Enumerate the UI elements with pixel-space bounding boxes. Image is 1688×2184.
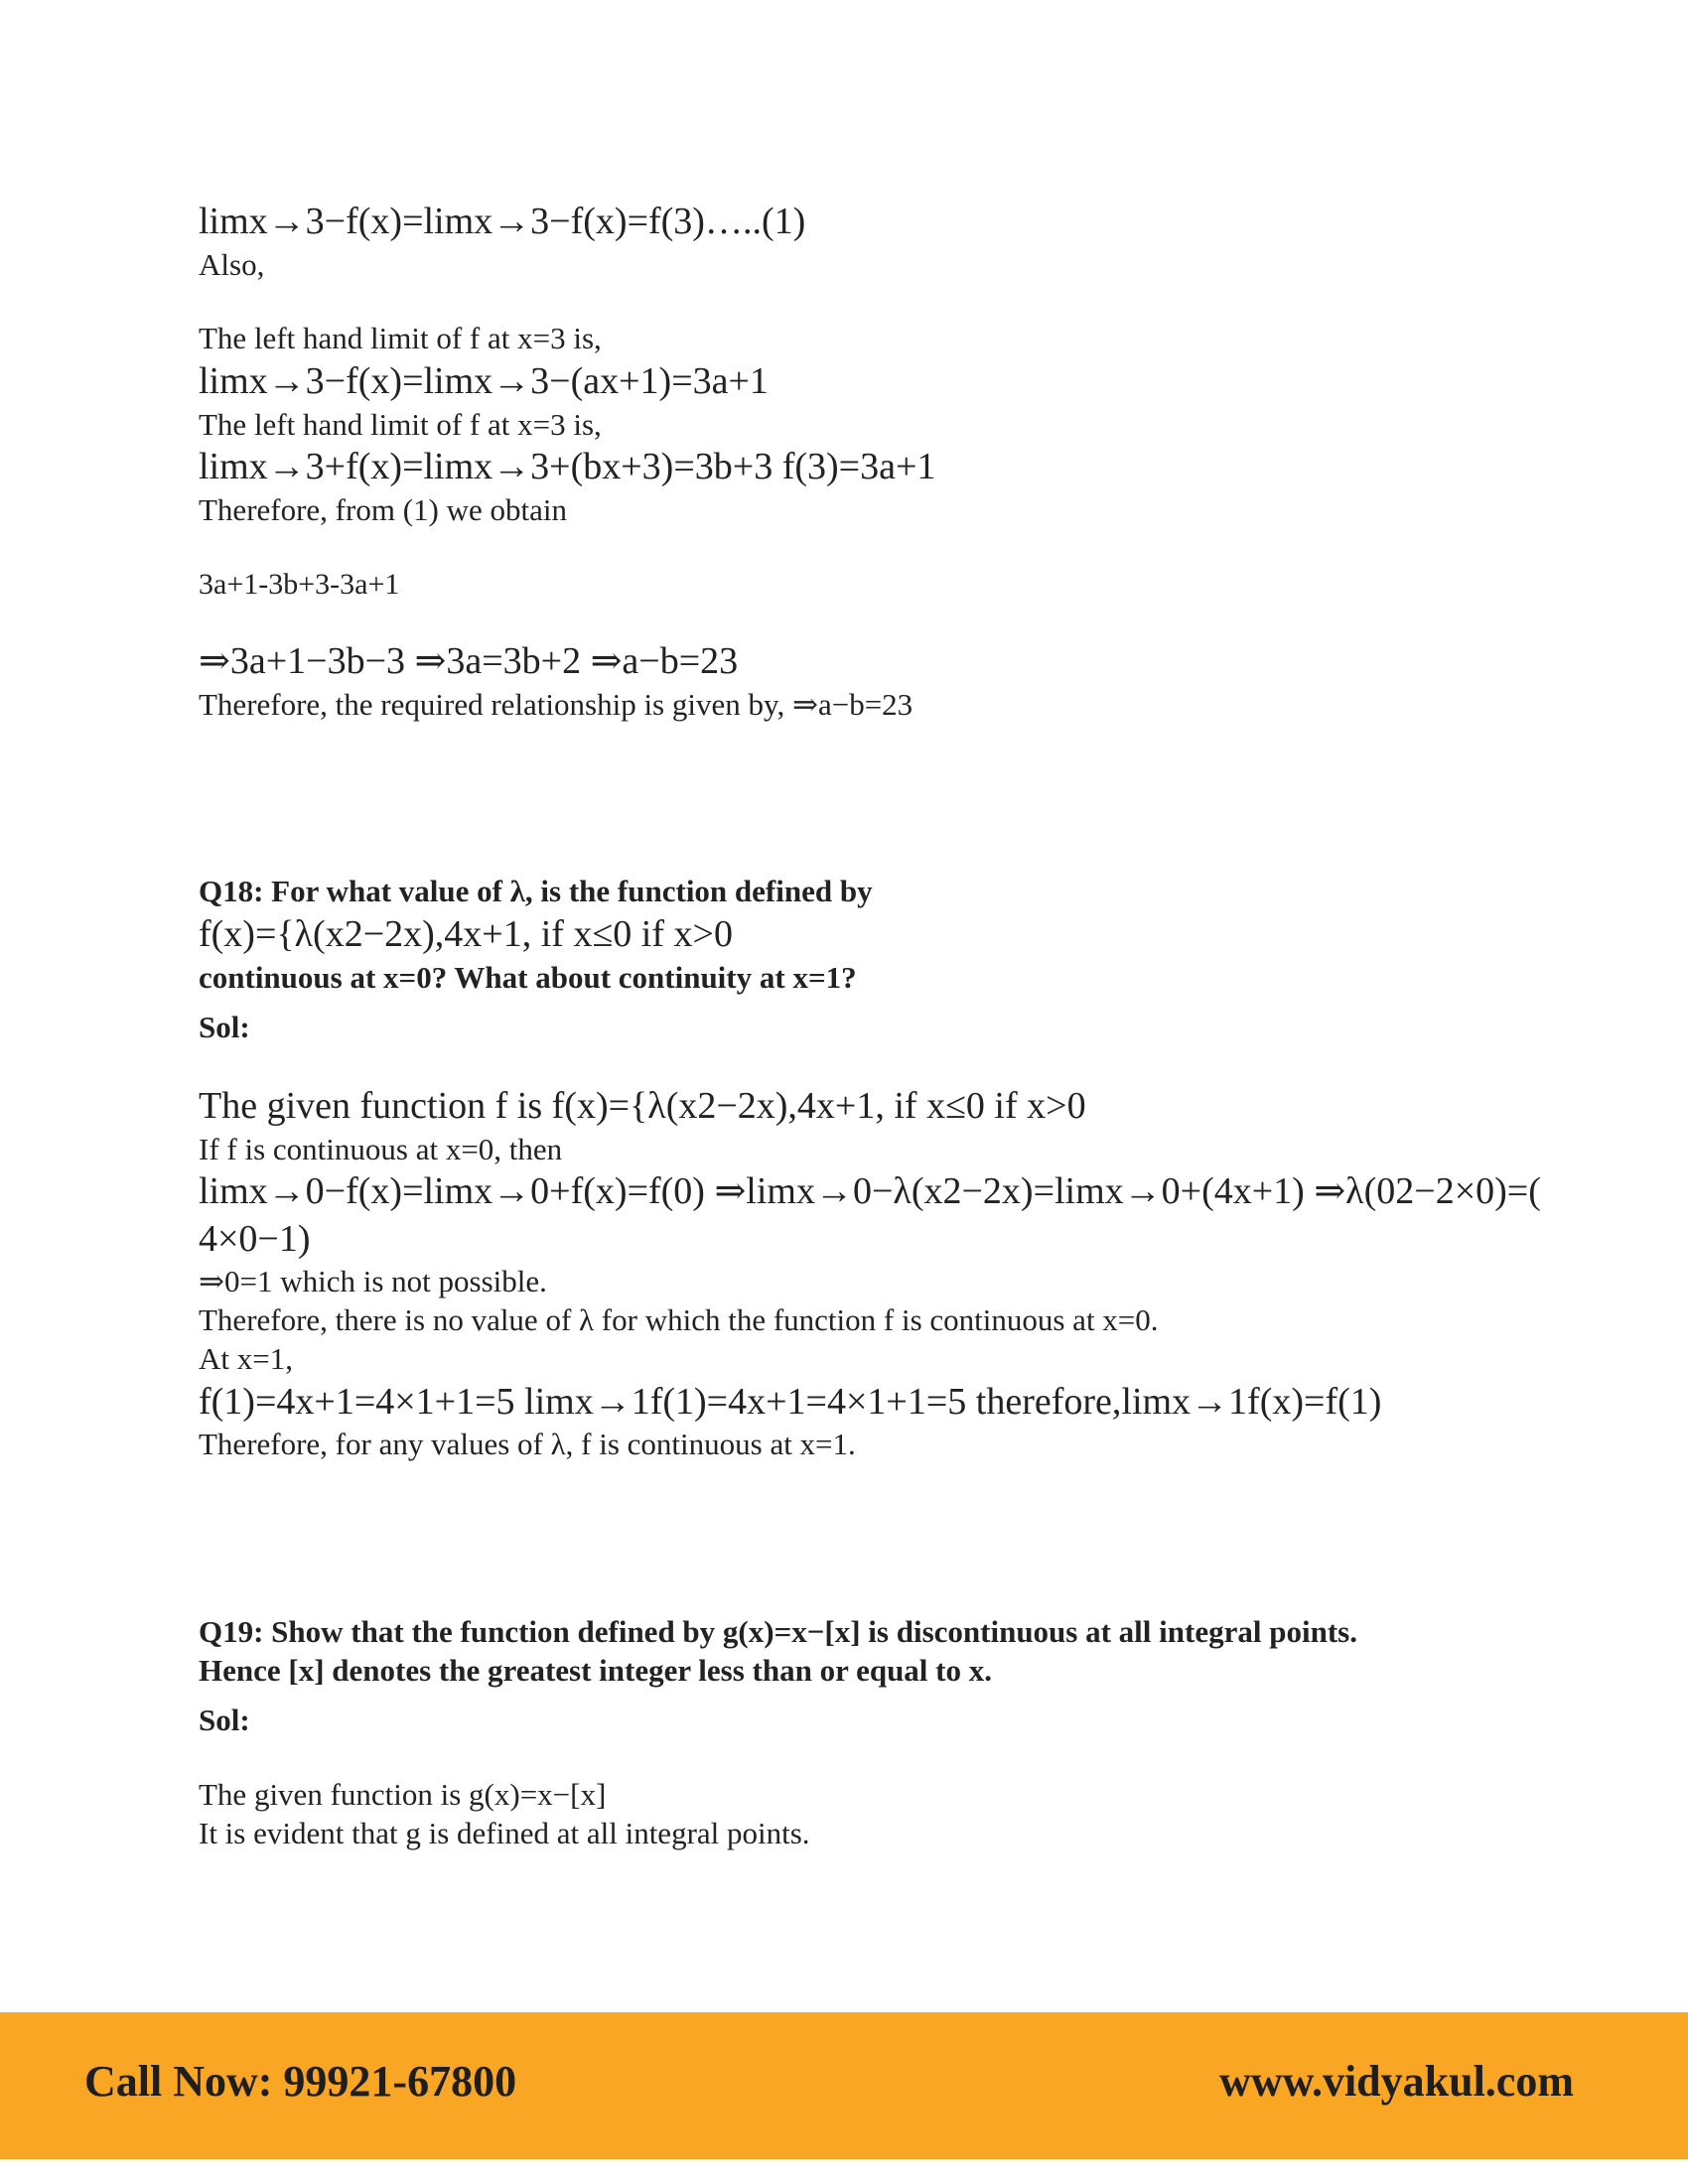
call-now-text: Call Now: 99921-67800: [84, 2057, 517, 2106]
equation-plain: 3a+1-3b+3-3a+1: [199, 567, 400, 601]
left-hand-limit-text-1: The left hand limit of f at x=3 is,: [199, 321, 602, 356]
left-hand-limit-text-2: The left hand limit of f at x=3 is,: [199, 406, 602, 442]
q18-no-value: Therefore, there is no value of λ for which the function f is continuous at x=0.: [199, 1302, 1159, 1337]
implies-equation: ⇒3a+1−3b−3 ⇒3a=3b+2 ⇒a−b=23: [199, 640, 739, 682]
q18-not-possible: ⇒0=1 which is not possible.: [199, 1264, 547, 1299]
q19-given-function: The given function is g(x)=x−[x]: [199, 1777, 607, 1812]
page-content: [199, 199, 1541, 1853]
q18-f1-equation: f(1)=4x+1=4×1+1=5 limx→1f(1)=4x+1=4×1+1=5 therefore,limx→1f(x)=f(1): [199, 1380, 1382, 1423]
limit-equation-2: limx→3−f(x)=limx→3−(ax+1)=3a+1: [199, 360, 769, 402]
limit-equation-3: limx→3+f(x)=limx→3+(bx+3)=3b+3 f(3)=3a+1: [199, 446, 936, 488]
q19-defined-text: It is evident that g is defined at all integral points.: [199, 1815, 810, 1850]
required-relationship-text: Therefore, the required relationship is given by, ⇒a−b=23: [199, 686, 914, 722]
q19-question-line-2: Hence [x] denotes the greatest integer less than or equal to x.: [199, 1652, 992, 1688]
q18-question-end: continuous at x=0? What about continuity at x=1?: [199, 959, 857, 995]
q18-sol-label: Sol:: [199, 1010, 250, 1045]
q18-conclusion: Therefore, for any values of λ, f is continuous at x=1.: [199, 1427, 856, 1461]
q18-limit-equation-b: 4×0−1): [199, 1217, 311, 1260]
website-link[interactable]: www.vidyakul.com: [1219, 2057, 1574, 2106]
q19-sol-label: Sol:: [199, 1703, 250, 1738]
q18-at-x1: At x=1,: [199, 1340, 293, 1376]
q18-question: Q18: For what value of λ, is the function defined by: [199, 874, 873, 909]
therefore-text-1: Therefore, from (1) we obtain: [199, 491, 567, 527]
q18-limit-equation-a: limx→0−f(x)=limx→0+f(x)=f(0) ⇒limx→0−λ(x2−2x)=limx→0+(4x+1) ⇒λ(02−2×0)=(: [199, 1170, 1541, 1213]
q18-continuity-condition: If f is continuous at x=0, then: [199, 1131, 563, 1166]
also-text: Also,: [199, 246, 265, 282]
limit-equation-1: limx→3−f(x)=limx→3−f(x)=f(3)…..(1): [199, 201, 806, 242]
footer-banner: [0, 2012, 1688, 2159]
q19-question-line-1: Q19: Show that the function defined by g(x)=x−[x] is discontinuous at all integral points.: [199, 1613, 1357, 1649]
q18-function: f(x)={λ(x2−2x),4x+1, if x≤0 if x>0: [199, 913, 733, 955]
q18-given-function: The given function f is f(x)={λ(x2−2x),4x+1, if x≤0 if x>0: [199, 1085, 1086, 1127]
